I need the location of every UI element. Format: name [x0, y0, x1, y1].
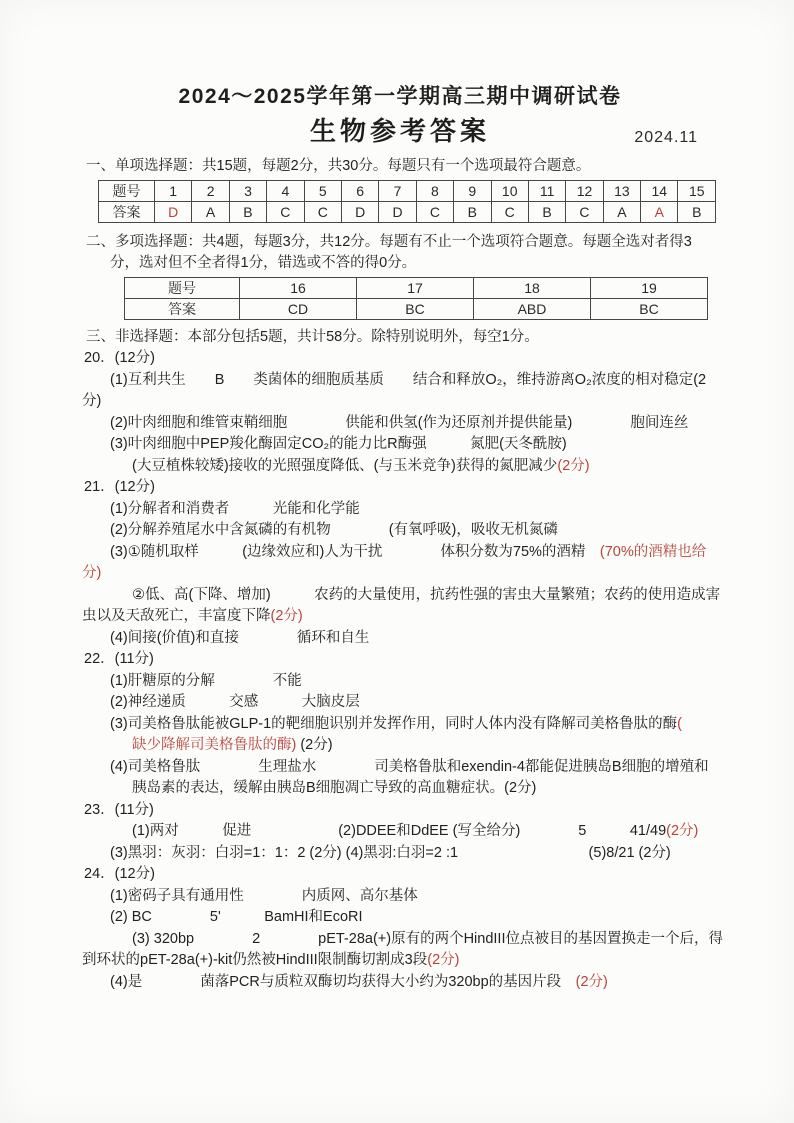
answer-line	[110, 907, 714, 929]
answer-line	[82, 950, 714, 972]
answer-text: (3)叶肉细胞中PEP羧化酶固定CO₂的能力比R酶强 氮肥(天冬酰胺)	[110, 436, 567, 452]
question-number-cell: 11	[528, 180, 565, 201]
section3-heading: 三、非选择题：本部分包括5题，共计58分。除特别说明外，每空1分。	[86, 328, 539, 345]
answer-text: 到环状的pET-28a(+)-kit仍然被HindIII限制酶切割成3段	[82, 952, 428, 968]
question-24-block	[82, 864, 723, 993]
question-number-cell: 19	[591, 277, 708, 298]
question-number-row	[125, 277, 708, 298]
answer-cell: BC	[591, 298, 708, 319]
question-22-label: 22．(11分)	[84, 651, 154, 667]
question-number-cell: 13	[603, 180, 640, 201]
question-number-cell: 5	[304, 180, 341, 201]
question-23-block	[86, 800, 714, 865]
question-number-cell: 8	[416, 180, 453, 201]
answer-cell: C	[267, 201, 304, 222]
answer-line	[110, 714, 714, 736]
answer-line	[110, 413, 714, 435]
question-number-cell: 3	[229, 180, 266, 201]
exam-date: 2024.11	[634, 129, 698, 146]
answer-text: (3)①随机取样 (边缘效应和)人为干扰 体积分数为75%的酒精	[110, 543, 600, 560]
answer-cell: A	[641, 201, 678, 222]
answer-cell: A	[603, 201, 640, 222]
question-number-cell: 6	[341, 180, 378, 201]
question-20-block	[82, 348, 714, 477]
question-number-cell: 2	[192, 180, 229, 201]
score-note-text: (	[677, 715, 682, 732]
answer-text: (1)肝糖原的分解 不能	[110, 672, 302, 689]
answer-text: 胰岛素的表达，缓解由胰岛B细胞凋亡导致的高血糖症状。(2分)	[132, 780, 537, 796]
answer-line	[110, 692, 714, 714]
answer-cell: CD	[240, 298, 357, 319]
answer-text: (1)分解者和消费者 光能和化学能	[110, 500, 360, 517]
answer-line	[110, 520, 714, 542]
question-number-cell: 15	[678, 180, 716, 201]
answer-text: (3)司美格鲁肽能被GLP-1的靶细胞识别并发挥作用，同时人体内没有降解司美格鲁肽的酶	[110, 715, 678, 732]
score-note-text: (2分)	[575, 973, 608, 990]
answer-line	[110, 499, 714, 521]
question-number-row	[99, 180, 716, 201]
section2-heading-line2: 分，选对但不全者得1分，错选或不答的得0分。	[110, 255, 417, 271]
section1-heading: 一、单项选择题：共15题，每题2分，共30分。每题只有一个选项最符合题意。	[86, 158, 591, 174]
score-note-text: 分)	[82, 565, 102, 581]
answer-text: (大豆植株较矮)接收的光照强度降低、(与玉米竞争)获得的氮肥减少	[132, 457, 558, 474]
answer-text: (2)叶肉细胞和维管束鞘细胞 供能和供氢(作为还原剂并提供能量) 胞间连丝	[110, 414, 689, 431]
answer-text: (3)黑羽：灰羽：白羽=1：1：2 (2分) (4)黑羽:白羽=2 :1 (5)8/21 (2分)	[110, 844, 671, 861]
score-note-text: 缺少降解司美格鲁肽的酶)	[132, 737, 297, 753]
answer-line	[132, 929, 723, 951]
answer-line	[132, 585, 721, 607]
answer-cell: B	[528, 201, 565, 222]
question-number-cell: 7	[379, 180, 416, 201]
section2-heading-line1: 二、多项选择题：共4题，每题3分，共12分。每题有不止一个选项符合题意。每题全选对者得3	[86, 233, 692, 250]
question-number-cell: 9	[454, 180, 491, 201]
answer-cell: D	[341, 201, 378, 222]
row-label: 答案	[125, 298, 240, 319]
answer-text: 虫以及天敌死亡，丰富度下降	[82, 608, 271, 624]
row-label: 答案	[99, 201, 155, 222]
answer-line	[132, 456, 714, 478]
single-choice-answer-table	[98, 180, 716, 223]
row-label: 题号	[125, 277, 240, 298]
answer-line	[110, 628, 714, 650]
question-24-label: 24．(12分)	[84, 866, 155, 882]
question-number-cell: 18	[474, 277, 591, 298]
answer-text: (2) BC 5' BamHI和EcoRI	[110, 909, 363, 925]
question-number-cell: 10	[491, 180, 528, 201]
answer-line	[132, 735, 714, 757]
answer-line	[132, 778, 714, 800]
exam-title: 2024～2025学年第一学期高三期中调研试卷	[178, 85, 622, 108]
question-number-cell: 16	[240, 277, 357, 298]
answer-cell: C	[304, 201, 341, 222]
question-number-cell: 4	[267, 180, 304, 201]
answer-cell: C	[416, 201, 453, 222]
answer-text: (1)密码子具有通用性 内质网、高尔基体	[110, 887, 418, 904]
answer-text: (4)是 菌落PCR与质粒双酶切均获得大小约为320bp的基因片段	[110, 973, 576, 990]
row-label: 题号	[99, 180, 155, 201]
answer-row	[99, 201, 716, 222]
question-number-cell: 17	[357, 277, 474, 298]
score-note-text: (70%的酒精也给	[599, 543, 707, 560]
answer-line	[110, 886, 714, 908]
answer-text: (3) 320bp 2 pET-28a(+)原有的两个HindIII位点被目的基因置换走一个后，得	[132, 930, 723, 947]
score-note-text: (2分)	[557, 457, 590, 474]
question-number-cell: 14	[641, 180, 678, 201]
answer-cell: B	[678, 201, 716, 222]
answer-line	[82, 606, 714, 628]
subtitle-row	[86, 113, 714, 149]
score-note-text: (2分)	[270, 608, 303, 624]
answer-cell: A	[192, 201, 229, 222]
answer-text: 分)	[82, 393, 102, 409]
answer-cell: C	[491, 201, 528, 222]
answer-text: (4)司美格鲁肽 生理盐水 司美格鲁肽和exendin-4都能促进胰岛B细胞的增殖和	[110, 758, 709, 775]
answer-cell: B	[454, 201, 491, 222]
score-note-text: (2分)	[666, 823, 699, 839]
answer-line	[110, 434, 714, 456]
answer-line	[110, 542, 714, 564]
answer-cell: D	[379, 201, 416, 222]
answer-line	[110, 843, 714, 865]
question-22-block	[86, 649, 714, 800]
answer-line	[82, 391, 714, 413]
multi-choice-answer-table	[124, 277, 708, 320]
answer-text: (2分)	[296, 737, 333, 753]
answer-key-title: 生物参考答案	[309, 116, 490, 146]
question-20-label: 20．(12分)	[84, 350, 155, 366]
answer-text: (1)两对 促进 (2)DDEE和DdEE (写全给分) 5 41/49	[132, 823, 667, 839]
score-note-text: (2分)	[427, 952, 460, 968]
question-21-block	[82, 477, 721, 649]
answer-line	[82, 563, 714, 585]
answer-cell: BC	[357, 298, 474, 319]
question-23-label: 23．(11分)	[84, 801, 154, 818]
answer-cell: ABD	[474, 298, 591, 319]
answer-text: (4)间接(价值)和直接 循环和自生	[110, 629, 370, 646]
answer-text: (2)神经递质 交感 大脑皮层	[110, 694, 360, 710]
question-number-cell: 1	[155, 180, 192, 201]
answer-row	[125, 298, 708, 319]
answer-text: ②低、高(下降、增加) 农药的大量使用，抗药性强的害虫大量繁殖；农药的使用造成害	[132, 586, 721, 603]
answer-line	[110, 370, 714, 392]
question-number-cell: 12	[566, 180, 603, 201]
question-21-label: 21．(12分)	[84, 479, 155, 495]
answer-cell: D	[155, 201, 192, 222]
answer-line	[110, 671, 714, 693]
answer-cell: C	[566, 201, 603, 222]
answer-cell: B	[229, 201, 266, 222]
answer-text: (1)互利共生 B 类菌体的细胞质基质 结合和释放O₂，维持游离O₂浓度的相对稳定(2	[110, 371, 707, 388]
answer-text: (2)分解养殖尾水中含氮磷的有机物 (有氧呼吸)，吸收无机氮磷	[110, 522, 558, 538]
answer-line	[110, 757, 714, 779]
answer-line	[132, 821, 714, 843]
answer-line	[110, 972, 714, 994]
